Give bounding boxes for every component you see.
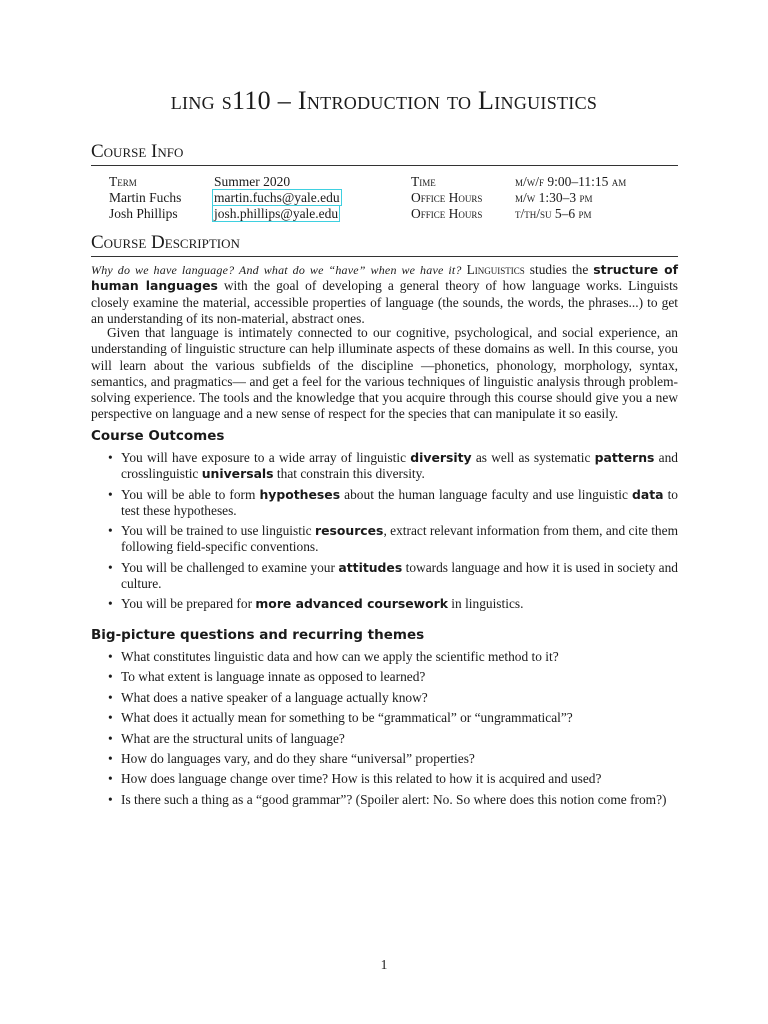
list-item: • You will be able to form hypotheses about the human language faculty and use linguistic data to test these hypotheses. bbox=[91, 487, 678, 520]
page-title bbox=[0, 86, 768, 116]
instructor-email-link[interactable]: josh.phillips@yale.edu bbox=[214, 206, 339, 221]
list-item: • To what extent is language innate as opposed to learned? bbox=[91, 669, 678, 685]
course-code: ling s110 bbox=[170, 86, 271, 115]
office-hours-value: t/th/su 5–6 pm bbox=[515, 206, 592, 221]
instructor-email-link[interactable]: martin.fuchs@yale.edu bbox=[214, 190, 340, 205]
office-hours-label: Office Hours bbox=[411, 206, 483, 221]
list-item: • You will be prepared for more advanced coursework in linguistics. bbox=[91, 596, 678, 612]
list-item: • What are the structural units of language? bbox=[91, 731, 678, 747]
list-item: • What does a native speaker of a language actually know? bbox=[91, 690, 678, 706]
term-label: Term bbox=[109, 174, 137, 189]
time-label: Time bbox=[411, 174, 436, 189]
title-dash: – bbox=[277, 86, 292, 115]
course-description-heading: Course Description bbox=[91, 232, 240, 253]
list-item: • What does it actually mean for something to be “grammatical” or “ungrammatical”? bbox=[91, 710, 678, 726]
list-item: • What constitutes linguistic data and how can we apply the scientific method to it? bbox=[91, 649, 678, 665]
course-info-rule bbox=[91, 165, 678, 166]
list-item: • You will be trained to use linguistic resources, extract relevant information from them, and cite them following field-specific conventions. bbox=[91, 523, 678, 556]
course-name: Introduction to Linguistics bbox=[297, 86, 598, 115]
office-hours-label: Office Hours bbox=[411, 190, 483, 205]
course-description-rule bbox=[91, 256, 678, 257]
themes-heading: Big-picture questions and recurring themes bbox=[91, 627, 425, 643]
list-item: • Is there such a thing as a “good grammar”? (Spoiler alert: No. So where does this notion come from?) bbox=[91, 792, 678, 808]
term-value: Summer 2020 bbox=[214, 174, 291, 189]
list-item: • How do languages vary, and do they share “universal” properties? bbox=[91, 751, 678, 767]
time-value: m/w/f 9:00–11:15 am bbox=[515, 174, 627, 189]
page-number: 1 bbox=[380, 957, 388, 972]
instructor-name: Josh Phillips bbox=[109, 206, 178, 221]
description-paragraph: Why do we have language? And what do we “have” when we have it? Linguistics studies the structure of human languages with the goal of developing a general theory of how language works. Linguists closely examine the material, accessible properties of language (the sounds, the words, the phrases...) to get an understanding of its non-material, abstract ones. bbox=[91, 262, 678, 326]
course-info-heading: Course Info bbox=[91, 141, 184, 162]
list-item: • You will be challenged to examine your attitudes towards language and how it is used in society and culture. bbox=[91, 560, 678, 593]
instructor-name: Martin Fuchs bbox=[109, 190, 182, 205]
list-item: • You will have exposure to a wide array of linguistic diversity as well as systematic patterns and crosslinguistic universals that constrain this diversity. bbox=[91, 450, 678, 483]
outcomes-list bbox=[91, 450, 678, 613]
office-hours-value: m/w 1:30–3 pm bbox=[515, 190, 593, 205]
themes-list bbox=[91, 649, 678, 808]
list-item: • How does language change over time? How is this related to how it is acquired and used? bbox=[91, 771, 678, 787]
outcomes-heading: Course Outcomes bbox=[91, 428, 225, 444]
description-paragraph: Given that language is intimately connected to our cognitive, psychological, and social experience, an understanding of linguistic structure can help illuminate aspects of these domains as well. In this course, you will learn about the various subfields of the discipline —phonetics, phonology, morphology, syntax, semantics, and pragmatics— and get a feel for the various techniques of linguistic analysis through problem-solving experience. The tools and the knowledge that you acquire through this course should give you a new perspective on language and a new sense of respect for the species that can manipulate it so easily. bbox=[91, 325, 678, 422]
intro-question: Why do we have language? And what do we “have” when we have it? bbox=[91, 263, 462, 277]
